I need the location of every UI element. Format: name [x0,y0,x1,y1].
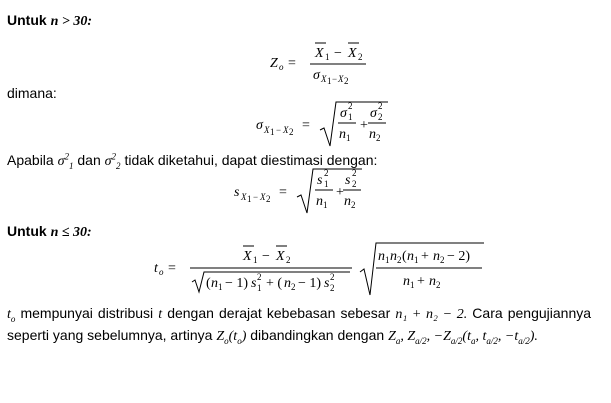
svg-text:s: s [345,173,351,188]
svg-text:σ: σ [340,106,347,121]
heading-small-sample [7,224,92,240]
svg-text:2: 2 [348,101,353,111]
svg-text:s: s [234,185,240,200]
svg-text:o: o [279,62,284,72]
svg-text:s: s [324,276,330,291]
svg-text:=: = [279,185,287,200]
svg-text:n: n [390,249,397,264]
svg-text:1: 1 [410,280,415,290]
svg-text:σ: σ [256,118,263,133]
heading-large-sample [7,13,92,29]
svg-text:2: 2 [436,280,441,290]
svg-text:(: ( [402,249,407,264]
svg-text:2: 2 [397,255,402,265]
svg-text:2: 2 [358,52,363,62]
svg-text:s: s [251,276,257,291]
heading-condition: n > 30: [50,14,92,29]
svg-text:X: X [338,74,344,84]
svg-text:n: n [211,276,218,291]
svg-text:− 2): − 2) [447,249,471,264]
svg-text:n: n [407,249,414,264]
label-dimana: dimana: [7,85,57,101]
svg-text:2: 2 [286,255,291,265]
svg-text:−: − [276,125,282,135]
svg-text:− 1): − 1) [225,276,249,291]
svg-text:2: 2 [351,200,356,210]
svg-text:−: − [332,74,338,84]
heading-condition: n ≤ 30: [50,225,92,240]
svg-text:n: n [433,249,440,264]
svg-text:+: + [417,274,425,289]
paragraph-df: n₁ + n₂ − 2. [395,307,468,322]
svg-text:X: X [276,249,285,264]
svg-text:n: n [429,274,436,289]
svg-text:n: n [339,127,346,142]
svg-text:1: 1 [325,52,330,62]
svg-text:X: X [243,249,252,264]
svg-text:2: 2 [378,112,383,122]
equation-sigma-difference [256,100,396,150]
equation-s-difference [234,166,374,216]
svg-text:2: 2 [289,127,294,137]
svg-text:X: X [348,46,357,61]
svg-text:−: − [334,46,342,61]
svg-text:σ: σ [370,106,377,121]
svg-text:+ (: + ( [266,276,283,291]
svg-text:2: 2 [440,255,445,265]
heading-word: Untuk [7,223,47,239]
svg-text:2: 2 [291,282,296,292]
svg-text:2: 2 [330,283,335,293]
svg-text:2: 2 [352,179,357,189]
svg-text:1: 1 [385,255,390,265]
svg-text:1: 1 [348,112,353,122]
svg-text:2: 2 [266,194,271,204]
apabila-text-1: Apabila [7,152,54,168]
svg-text:n: n [403,274,410,289]
svg-text:2: 2 [376,133,381,143]
svg-text:X: X [315,46,324,61]
svg-text:n: n [369,127,376,142]
conclusion-paragraph: $t_o$ mempunyai distribusi t dengan derajat kebebasan sebesar n₁ + n₂ − 2. Cara pengujiannya seperti yang sebelumnya, artinya $Z_o(t_o)$ dibandingkan dengan $Z_a$, $Z_{a/2}$, $-Z_{a/2}(t_a$, $t_{a/2}$, $-t_{a/2}$). [7,305,592,346]
svg-text:+: + [421,249,429,264]
svg-text:t: t [154,261,158,276]
svg-text:2: 2 [378,101,383,111]
label-apabila: Apabila $\sigma^2_1$ dan $\sigma^2_2$ tidak diketahui, dapat diestimasi dengan: [7,151,378,171]
svg-text:Z: Z [270,56,278,71]
svg-text:1: 1 [247,194,252,204]
svg-text:n: n [316,194,323,209]
svg-text:+: + [336,185,344,200]
svg-text:1: 1 [324,179,329,189]
paragraph-part-1: mempunyai distribusi [20,305,154,321]
svg-text:1: 1 [270,127,275,137]
heading-word: Untuk [7,12,47,28]
paragraph-part-4: dibandingkan dengan [250,327,385,343]
svg-text:2: 2 [324,168,329,178]
svg-text:1: 1 [327,76,332,86]
svg-text:X: X [260,192,266,202]
svg-text:=: = [288,56,296,71]
svg-text:2: 2 [257,272,262,282]
svg-text:1: 1 [323,200,328,210]
svg-text:1: 1 [346,133,351,143]
apabila-text-3: tidak diketahui, dapat diestimasi dengan: [124,152,378,168]
svg-text:1: 1 [218,282,223,292]
svg-text:1: 1 [253,255,258,265]
svg-text:+: + [360,118,368,133]
svg-text:n: n [284,276,291,291]
svg-text:X: X [241,192,247,202]
svg-text:−: − [253,192,259,202]
svg-text:− 1): − 1) [298,276,322,291]
paragraph-part-3: Cara pengujiannya seperti yang sebelumnya, artinya [7,305,592,343]
equation-t-statistic [154,240,494,298]
svg-text:X: X [264,125,270,135]
svg-text:2: 2 [330,272,335,282]
paragraph-part-2: dengan derajat kebebasan sebesar [167,305,391,321]
svg-text:n: n [344,194,351,209]
apabila-text-2: dan [77,152,101,168]
equation-z-statistic [268,38,378,84]
svg-text:2: 2 [344,76,349,86]
svg-text:o: o [159,267,164,277]
svg-text:X: X [321,74,327,84]
svg-text:2: 2 [352,168,357,178]
svg-text:X: X [283,125,289,135]
svg-text:σ: σ [313,68,320,83]
svg-text:=: = [302,118,310,133]
svg-text:s: s [317,173,323,188]
svg-text:(: ( [206,276,211,291]
svg-text:=: = [168,261,176,276]
svg-text:1: 1 [257,283,262,293]
svg-text:−: − [262,249,270,264]
svg-text:n: n [378,249,385,264]
svg-text:1: 1 [414,255,419,265]
